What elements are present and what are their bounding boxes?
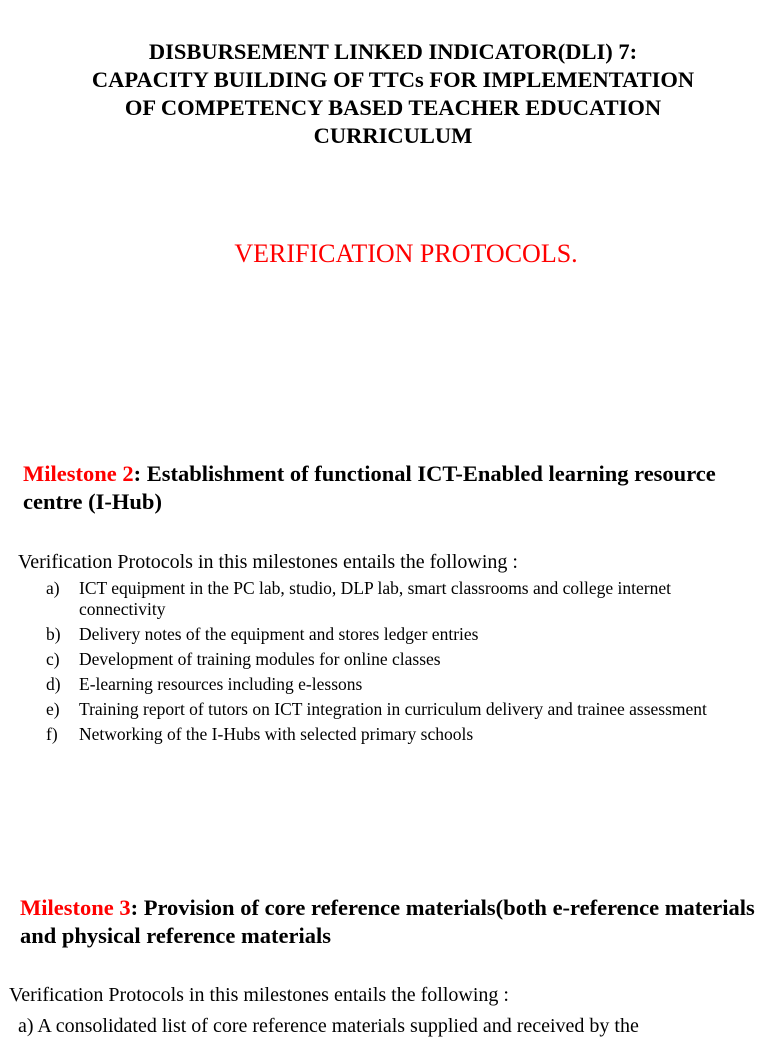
title-line: CAPACITY BUILDING OF TTCs FOR IMPLEMENTATION [91, 67, 695, 92]
list-marker: e) [46, 698, 60, 719]
list-item-text: Networking of the I-Hubs with selected primary schools [79, 723, 474, 744]
list-item-text: Delivery notes of the equipment and stores ledger entries [79, 623, 479, 644]
document-title [20, 38, 766, 150]
list-marker: b) [46, 623, 61, 644]
list-item-text: E-learning resources including e-lessons [79, 673, 363, 694]
title-line: CURRICULUM [313, 123, 473, 148]
list-marker: f) [46, 723, 58, 744]
milestone-2-intro: Verification Protocols in this milestones entails the following : [18, 551, 518, 573]
list-item-text: Training report of tutors on ICT integration in curriculum delivery and trainee assessment [79, 698, 707, 719]
title-line: OF COMPETENCY BASED TEACHER EDUCATION [124, 95, 662, 120]
milestone-2-protocol-list [46, 578, 746, 749]
milestone-3-heading [20, 894, 760, 950]
list-item [46, 649, 746, 670]
milestone-3-partial-item: a) A consolidated list of core reference materials supplied and received by the [18, 1015, 639, 1037]
list-item-text: ICT equipment in the PC lab, studio, DLP lab, smart classrooms and college internet connectivity [79, 578, 671, 619]
list-item [46, 674, 746, 695]
milestone-3-intro: Verification Protocols in this milestones entails the following : [9, 984, 509, 1006]
milestone-3-label: Milestone 3 [20, 895, 131, 920]
title-line: DISBURSEMENT LINKED INDICATOR(DLI) 7: [148, 39, 638, 64]
list-item [46, 624, 746, 645]
verification-protocols-heading: VERIFICATION PROTOCOLS. [234, 239, 578, 268]
list-marker: d) [46, 673, 61, 694]
milestone-2-label: Milestone 2 [23, 461, 134, 486]
list-marker: a) [46, 578, 60, 598]
milestone-2-title: : Establishment of functional ICT-Enabled learning resource centre (I-Hub) [23, 461, 716, 514]
list-item [46, 699, 746, 720]
list-item-text: Development of training modules for online classes [79, 648, 441, 669]
list-marker: c) [46, 648, 60, 669]
list-item [46, 724, 746, 745]
milestone-3-title: : Provision of core reference materials(both e-reference materials and physical reference materials [20, 895, 755, 948]
list-item [46, 578, 746, 619]
milestone-2-heading [23, 460, 743, 516]
